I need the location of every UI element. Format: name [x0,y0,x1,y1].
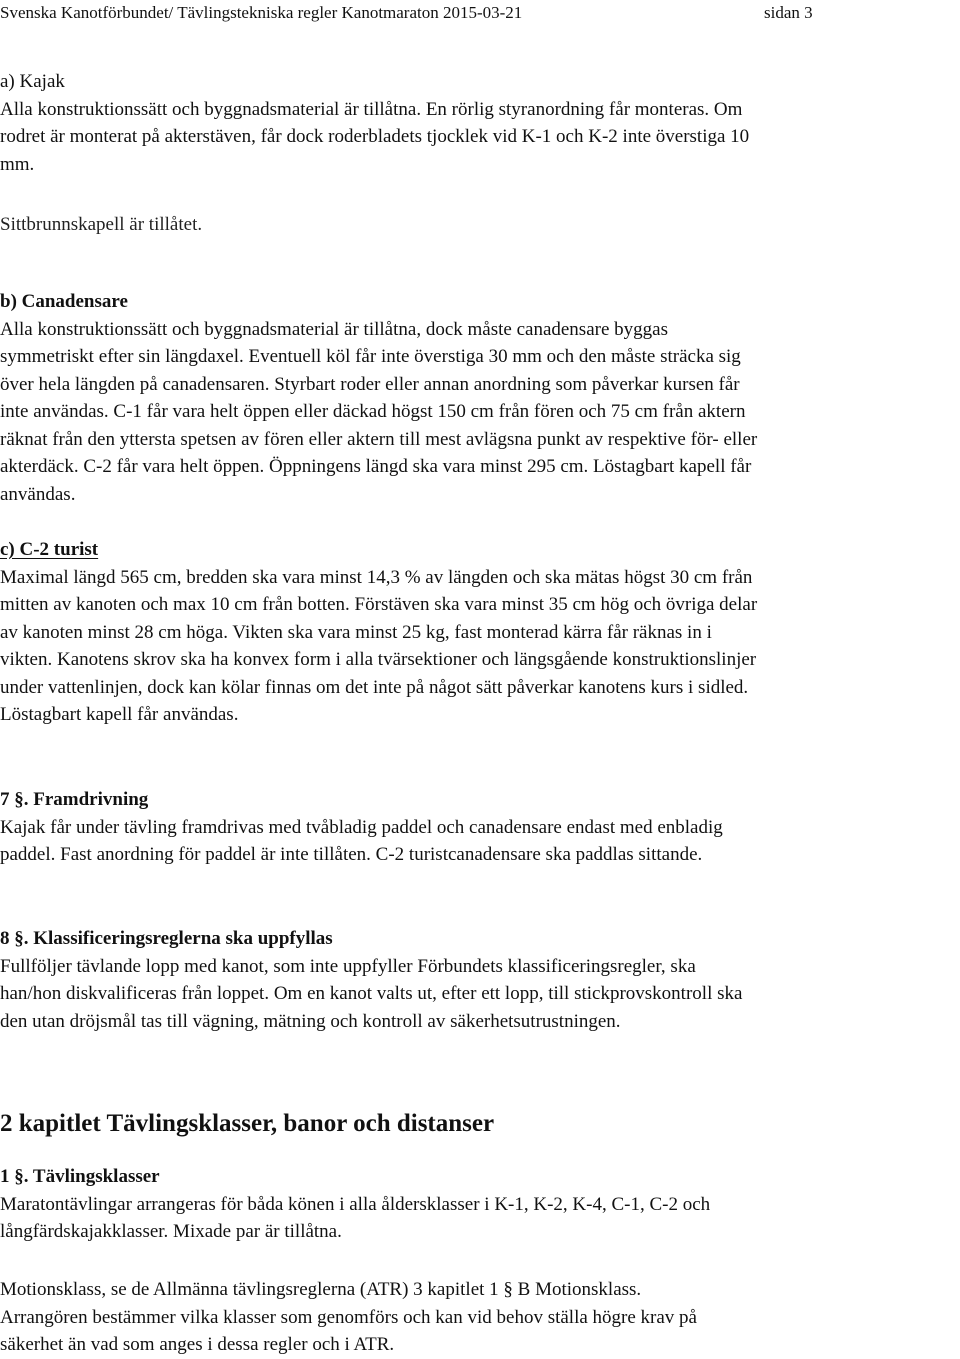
paragraph-line: paddel. Fast anordning för paddel är inte tillåten. C-2 turistcanadensare ska paddlas sittande. [0,844,703,865]
section-c2-turist [0,536,958,729]
section-kajak [0,68,958,178]
section-sittbrunn [0,211,958,239]
section-7-framdrivning [0,786,958,869]
heading-framdrivning: 7 §. Framdrivning [0,789,149,810]
page-header: Svenska Kanotförbundet/ Tävlingstekniska regler Kanotmaraton 2015-03-21 [0,3,523,22]
paragraph-line: han/hon diskvalificeras från loppet. Om en kanot valts ut, efter ett lopp, till stickprovskontroll ska [0,983,743,1004]
paragraph-line: av kanoten minst 28 cm höga. Vikten ska vara minst 25 kg, fast monterad kärra får räknas in i [0,621,712,643]
section-8-klassificering [0,925,958,1035]
section-canadensare [0,288,958,508]
paragraph-line: säkerhet än vad som anges i dessa regler och i ATR. [0,1334,395,1355]
paragraph-line: Maximal längd 565 cm, bredden ska vara minst 14,3 % av längden och ska mätas högst 30 cm från [0,566,753,588]
paragraph-line: över hela längden på canadensaren. Styrbart roder eller annan anordning som påverkar kursen får [0,373,740,395]
paragraph-line: under vattenlinjen, dock kan kölar finnas om det inte på något sätt påverkar kanotens kurs i sidled. [0,676,749,698]
paragraph-line: räknat från den yttersta spetsen av fören eller aktern till mest avlägsna punkt av respektive för- eller [0,428,758,450]
paragraph-line: Löstagbart kapell får användas. [0,704,239,725]
section-1-tavlingsklasser [0,1163,958,1246]
heading-tavlingsklasser: 1 §. Tävlingsklasser [0,1166,160,1187]
paragraph-line: användas. [0,483,76,505]
page-number: sidan 3 [764,3,813,22]
paragraph-line: Motionsklass, se de Allmänna tävlingsreglerna (ATR) 3 kapitlet 1 § B Motionsklass. [0,1279,642,1300]
paragraph-line: långfärdskajakklasser. Mixade par är tillåtna. [0,1221,342,1242]
paragraph-line: Fullföljer tävlande lopp med kanot, som inte uppfyller Förbundets klassificeringsregler, ska [0,955,696,977]
paragraph-line: Kajak får under tävling framdrivas med tvåbladig paddel och canadensare endast med enbladig [0,816,723,838]
paragraph-line: Alla konstruktionssätt och byggnadsmaterial är tillåtna. En rörlig styranordning får monteras. Om [0,98,743,120]
paragraph-line: Maratontävlingar arrangeras för båda könen i alla åldersklasser i K-1, K-2, K-4, C-1, C-2 och [0,1193,711,1215]
paragraph-line: Alla konstruktionssätt och byggnadsmaterial är tillåtna, dock måste canadensare byggas [0,318,668,340]
paragraph-line: mitten av kanoten och max 10 cm från botten. Förstäven ska vara minst 35 cm hög och övriga delar [0,594,758,615]
heading-canadensare: b) Canadensare [0,291,128,312]
heading-c2-turist: c) C-2 turist [0,539,99,560]
paragraph-line: inte användas. C-1 får vara helt öppen eller däckad högst 150 cm från fören och 75 cm från aktern [0,401,746,422]
paragraph-line: rodret är monterat på akterstäven, får dock roderbladets tjocklek vid K-1 och K-2 inte överstiga 10 [0,126,750,147]
paragraph-line: vikten. Kanotens skrov ska ha konvex form i alla tvärsektioner och längsgående konstruktionslinjer [0,649,757,670]
paragraph-line: Arrangören bestämmer vilka klasser som genomförs och kan vid behov ställa högre krav på [0,1306,697,1328]
paragraph-line: den utan dröjsmål tas till vägning, mätning och kontroll av säkerhetsutrustningen. [0,1010,621,1032]
chapter-title: 2 kapitlet Tävlingsklasser, banor och distanser [0,1110,495,1137]
section-motionsklass [0,1276,958,1359]
paragraph-line: Sittbrunnskapell är tillåtet. [0,214,203,235]
section-chapter-2 [0,1109,958,1139]
paragraph-line: symmetriskt efter sin längdaxel. Eventuell köl får inte överstiga 30 mm och den måste sträcka sig [0,346,741,367]
paragraph-line: mm. [0,153,35,175]
paragraph-line: akterdäck. C-2 får vara helt öppen. Öppningens längd ska vara minst 295 cm. Löstagbart kapell får [0,456,752,477]
heading-klassificering: 8 §. Klassificeringsreglerna ska uppfyllas [0,928,333,949]
heading-kajak: a) Kajak [0,71,65,92]
